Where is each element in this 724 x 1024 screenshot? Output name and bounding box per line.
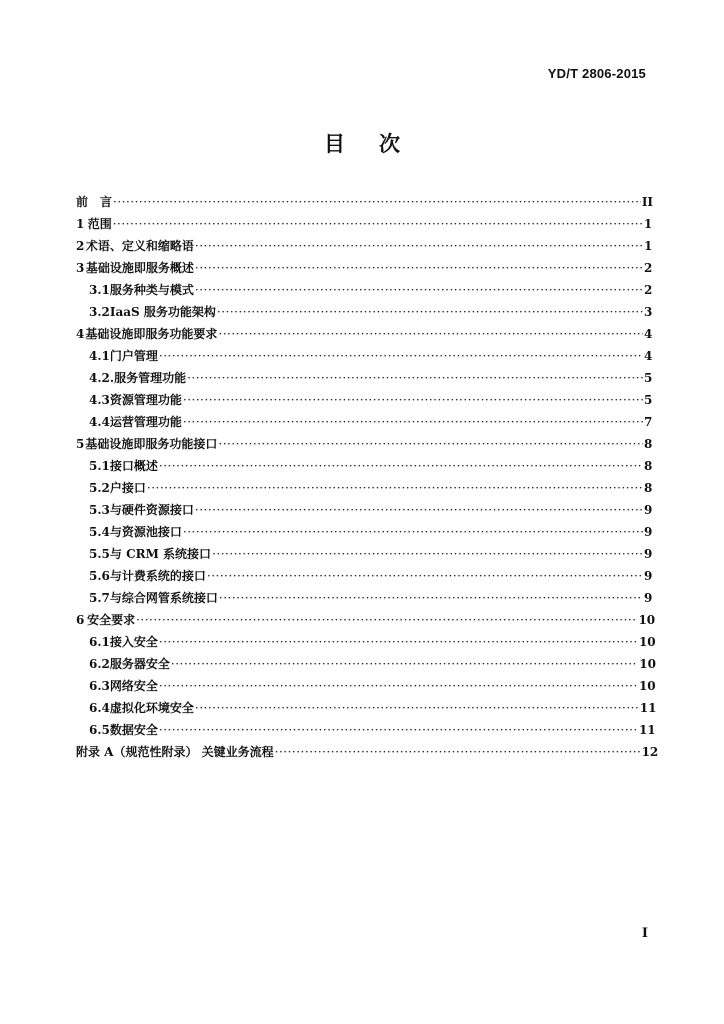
toc-entry-number: 1 [76,217,85,231]
toc-entry-number: 4.1 [89,349,110,363]
toc-dot-leader [159,345,643,367]
toc-entry[interactable] [76,191,654,213]
toc-entry[interactable] [76,631,656,653]
toc-dot-leader [195,499,643,521]
toc-entry-number: 6.3 [89,679,110,693]
toc-dot-leader [218,323,643,345]
toc-entry-page: II [641,195,654,209]
toc-entry-number: 2 [76,239,85,253]
toc-entry-page: 9 [644,525,653,539]
toc-entry-page: 1 [644,239,653,253]
toc-entry-number: 5 [76,437,85,451]
page-number: I [641,926,648,941]
toc-dot-leader [113,191,641,213]
toc-entry-page: 10 [638,635,656,649]
toc-dot-leader [159,675,638,697]
toc-entry-page: 3 [644,305,653,319]
toc-dot-leader [207,565,643,587]
toc-dot-leader [113,213,643,235]
toc-entry-page: 9 [644,569,653,583]
toc-entry-number: 5.2 [89,481,110,495]
toc-entry[interactable] [76,719,656,741]
toc-dot-leader [183,521,643,543]
toc-dot-leader [275,741,641,763]
toc-entry-label: 运营管理功能 [109,415,182,429]
toc-dot-leader [159,455,643,477]
toc-entry-label: 基础设施即服务功能接口 [85,437,218,451]
toc-entry-label: 前 言 [76,195,113,209]
toc-dot-leader [195,257,643,279]
toc-entry[interactable] [76,367,653,389]
toc-entry-label: 附录 A（规范性附录） 关键业务流程 [76,745,274,759]
toc-dot-leader [212,543,643,565]
toc-entry-page: 4 [644,349,653,363]
toc-entry-label: 安全要求 [87,613,136,627]
toc-entry-label: 接入安全 [109,635,158,649]
toc-entry-number: 4.2. [89,371,115,385]
toc-entry-number: 5.4 [89,525,110,539]
toc-entry-page: 8 [644,437,653,451]
toc-entry-number: 3 [76,261,85,275]
toc-entry-number: 5.3 [89,503,110,517]
toc-entry-label: 与硬件资源接口 [109,503,194,517]
toc-entry-page: 5 [644,393,653,407]
toc-entry-number: 3.1 [89,283,110,297]
toc-entry[interactable] [76,455,653,477]
toc-entry-label: 与综合网管系统接口 [109,591,218,605]
toc-entry-label: 范围 [87,217,112,231]
toc-entry-number: 4 [76,327,85,341]
toc-entry-label: 基础设施即服务概述 [85,261,194,275]
page-title-char-1: 目 [324,131,345,156]
toc-dot-leader [187,367,643,389]
toc-entry-label: 术语、定义和缩略语 [85,239,194,253]
toc-entry-page: 12 [641,745,659,759]
toc-dot-leader [171,653,638,675]
toc-entry[interactable] [76,543,653,565]
toc-entry-number: 5.5 [89,547,110,561]
toc-entry-label: 资源管理功能 [109,393,182,407]
toc-dot-leader [217,301,643,323]
toc-entry-number: 3.2 [89,305,110,319]
toc-entry[interactable] [76,609,656,631]
toc-entry[interactable] [76,279,653,301]
toc-entry[interactable] [76,477,653,499]
toc-entry[interactable] [76,697,657,719]
toc-entry[interactable] [76,741,659,763]
toc-entry-number: 6 [76,613,85,627]
toc-dot-leader [219,587,643,609]
toc-entry[interactable] [76,235,653,257]
toc-entry-label: 服务种类与模式 [109,283,194,297]
toc-dot-leader [183,389,643,411]
toc-entry-page: 5 [644,371,653,385]
toc-entry-page: 2 [644,283,653,297]
toc-entry[interactable] [76,411,653,433]
toc-dot-leader [195,697,639,719]
toc-entry-label: 数据安全 [109,723,158,737]
toc-entry-page: 7 [644,415,653,429]
toc-entry-number: 4.3 [89,393,110,407]
toc-entry-page: 11 [639,701,657,715]
toc-entry[interactable] [76,565,653,587]
toc-entry-page: 1 [643,217,653,231]
toc-entry-page: 8 [644,481,653,495]
toc-entry-label: 与资源池接口 [109,525,182,539]
toc-entry-page: 8 [644,459,653,473]
toc-entry-number: 5.6 [89,569,110,583]
toc-entry-number: 6.4 [89,701,110,715]
toc-entry[interactable] [76,675,656,697]
toc-dot-leader [218,433,643,455]
toc-entry[interactable] [76,653,656,675]
toc-dot-leader [183,411,643,433]
toc-entry-label: 网络安全 [109,679,158,693]
toc-entry[interactable] [76,323,653,345]
toc-entry[interactable] [76,433,653,455]
toc-entry-label: IaaS 服务功能架构 [109,305,216,319]
toc-entry-page: 9 [644,591,653,605]
toc-entry-label: 与计费系统的接口 [109,569,206,583]
toc-entry[interactable] [76,389,653,411]
toc-entry-number: 6.1 [89,635,110,649]
toc-entry-page: 4 [644,327,653,341]
toc-entry-label: 基础设施即服务功能要求 [85,327,218,341]
page-title-char-2: 次 [379,131,400,156]
toc-entry[interactable] [76,257,653,279]
toc-entry-page: 10 [638,679,656,693]
page-title [0,128,724,158]
toc-entry-page: 11 [638,723,656,737]
toc-entry[interactable] [76,301,653,323]
table-of-contents [76,191,659,763]
toc-entry[interactable] [76,587,653,609]
toc-dot-leader [147,477,643,499]
toc-entry-label: 门户管理 [109,349,158,363]
toc-entry-label: 虚拟化环境安全 [109,701,194,715]
toc-entry-label: 户接口 [109,481,146,495]
toc-entry-number: 5.7 [89,591,110,605]
toc-dot-leader [159,719,638,741]
toc-entry-number: 5.1 [89,459,110,473]
toc-entry-label: 与 CRM 系统接口 [109,547,212,561]
toc-entry-label: 接口概述 [109,459,158,473]
toc-entry-page: 2 [644,261,653,275]
toc-dot-leader [159,631,638,653]
toc-dot-leader [195,279,643,301]
toc-entry-page: 9 [644,547,653,561]
toc-entry-label: 服务管理功能 [114,371,187,385]
toc-entry[interactable] [76,521,653,543]
toc-entry-page: 10 [638,613,656,627]
toc-entry-page: 9 [644,503,653,517]
toc-entry[interactable] [76,345,653,367]
toc-entry[interactable] [76,499,653,521]
standard-number: YD/T 2806-2015 [547,66,646,81]
toc-entry-page: 10 [639,657,656,671]
toc-dot-leader [136,609,637,631]
toc-entry[interactable] [76,213,653,235]
toc-dot-leader [195,235,643,257]
toc-entry-number: 6.5 [89,723,110,737]
toc-entry-number: 6.2 [89,657,110,671]
toc-entry-label: 服务器安全 [109,657,170,671]
toc-entry-number: 4.4 [89,415,110,429]
